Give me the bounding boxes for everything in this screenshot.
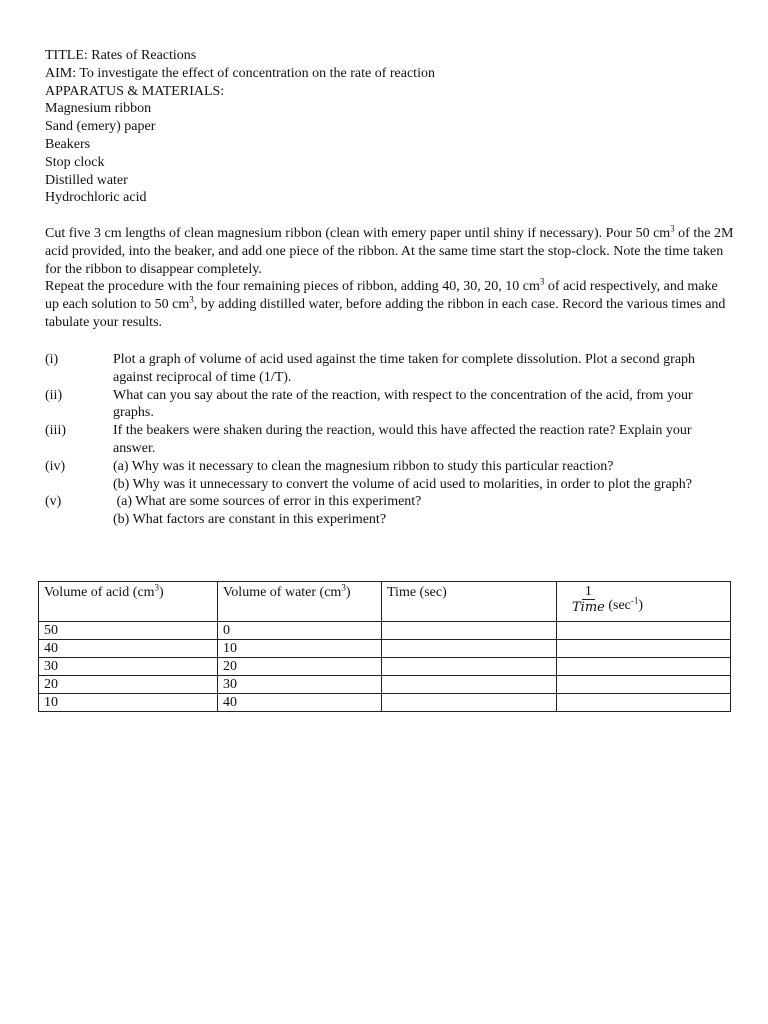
question-number: (i) <box>45 352 59 367</box>
aim: AIM: To investigate the effect of concentration on the rate of reaction <box>45 65 435 81</box>
question-number: (ii) <box>45 387 63 403</box>
material-item: Stop clock <box>45 154 105 170</box>
material-item: Beakers <box>45 136 91 152</box>
question-text: (b) Why was it unnecessary to convert the volume of acid used to molarities, in order to plot the graph? <box>113 476 693 492</box>
question-item <box>45 493 735 529</box>
cell-reciprocal[interactable] <box>557 640 731 658</box>
question-item <box>45 458 735 494</box>
cell-reciprocal[interactable] <box>557 622 731 640</box>
cell-acid: 50 <box>39 622 218 640</box>
results-table <box>38 581 731 712</box>
question-text: If the beakers were shaken during the reaction, would this have affected the reaction rate? Explain your answer. <box>113 423 692 456</box>
title: TITLE: Rates of Reactions <box>45 48 197 63</box>
cell-acid: 30 <box>39 658 218 676</box>
cell-time[interactable] <box>382 622 557 640</box>
cell-time[interactable] <box>382 676 557 694</box>
header-block <box>45 47 435 207</box>
header-time: Time (sec) <box>382 582 557 622</box>
cell-water: 30 <box>218 676 382 694</box>
table-row <box>39 658 731 676</box>
header-volume-water: Volume of water $(cm^3)$ <box>218 582 382 622</box>
table-header-row <box>39 582 731 622</box>
procedure-text <box>45 225 735 332</box>
cell-water: 0 <box>218 622 382 640</box>
header-reciprocal-time: $\frac{1}{\text{Time}}$ $(\sec^{-1})$ <box>557 582 731 622</box>
cell-acid: 40 <box>39 640 218 658</box>
cell-water: 40 <box>218 694 382 712</box>
question-item <box>45 422 735 458</box>
apparatus-heading: APPARATUS & MATERIALS: <box>45 83 225 99</box>
material-item: Magnesium ribbon <box>45 101 152 117</box>
question-number: (v) <box>45 494 62 510</box>
question-number: (iii) <box>45 423 66 439</box>
cell-time[interactable] <box>382 658 557 676</box>
table-row <box>39 676 731 694</box>
cell-reciprocal[interactable] <box>557 694 731 712</box>
question-text: (a) Why was it necessary to clean the magnesium ribbon to study this particular reaction? <box>113 458 614 474</box>
question-number: (iv) <box>45 458 66 474</box>
question-text: (b) What factors are constant in this experiment? <box>113 512 387 528</box>
material-item: Distilled water <box>45 172 128 188</box>
table-row <box>39 640 731 658</box>
cell-reciprocal[interactable] <box>557 676 731 694</box>
question-item <box>45 387 735 423</box>
table-row <box>39 622 731 640</box>
cell-water: 20 <box>218 658 382 676</box>
question-text: What can you say about the rate of the reaction, with respect to the concentration of the acid, from your graphs. <box>113 387 693 421</box>
header-volume-acid: Volume of acid $(cm^3)$ <box>39 582 218 622</box>
cell-acid: 20 <box>39 676 218 694</box>
question-text: Plot a graph of volume of acid used against the time taken for complete dissolution. Plot a second graph against reciprocal of time (1/T). <box>113 352 696 385</box>
cell-reciprocal[interactable] <box>557 658 731 676</box>
procedure-paragraph-2: Repeat the procedure with the four remaining pieces of ribbon, adding 40, 30, 20, 10 $cm^3$ of acid respectively, and make up each solution to 50 $cm^3$, by adding distilled water, before adding the ribbon in each case. Record the various times and tabulate your results. <box>45 276 726 330</box>
cell-acid: 10 <box>39 694 218 712</box>
questions-list <box>45 351 735 529</box>
material-item: Hydrochloric acid <box>45 190 147 206</box>
procedure-paragraph-1: Cut five 3 cm lengths of clean magnesium ribbon (clean with emery paper until shiny if necessary). Pour 50 $cm^3$ of the 2M acid provided, into the beaker, and add one piece of the ribbon. At the same time start the stop-clock. Note the time taken for the ribbon to disappear completely. <box>45 223 734 277</box>
cell-water: 10 <box>218 640 382 658</box>
question-item <box>45 351 735 387</box>
cell-time[interactable] <box>382 640 557 658</box>
question-text: (a) What are some sources of error in this experiment? <box>113 494 422 510</box>
cell-time[interactable] <box>382 694 557 712</box>
material-item: Sand (emery) paper <box>45 119 156 135</box>
table-row <box>39 694 731 712</box>
